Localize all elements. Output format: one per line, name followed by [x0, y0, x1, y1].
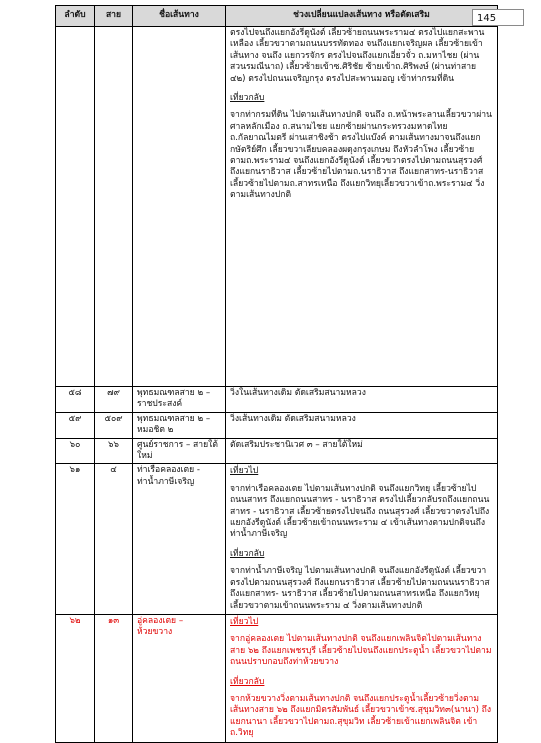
cell-line: ๖๖: [95, 438, 133, 464]
cell-no: [56, 27, 95, 387]
return-trip-text: จากห้วยขวางวิ่งตามเส้นทางปกติ จนถึงแยกประตูน้ำเลี้ยวซ้ายวิ่งตามเส้นทางสาย ๖๒ ถึงแยกมิตรสัมพันธ์ เลี้ยวขวาเข้าซ.สุขุมวิท๓(นานา) ถึงแยกนานา เลี้ยวขวาไปตามถ.สุขุมวิท เลี้ยวซ้ายเข้าแยกเพลินจิต เข้าถ.วิทยุ: [230, 693, 492, 739]
cell-line: ๕๐๙: [95, 412, 133, 438]
cell-change: ตัดเสริมประชานิเวศ ๓ – สายใต้ใหม่: [226, 438, 498, 464]
cell-route: [133, 27, 226, 387]
table-row: [56, 614, 498, 742]
cell-change: [226, 614, 498, 742]
return-trip-title: เที่ยวกลับ: [230, 676, 265, 687]
cell-change: วิ่งในเส้นทางเดิม ตัดเสริมสนามหลวง: [226, 387, 498, 413]
cell-line: ๔: [95, 464, 133, 614]
table-header-row: [56, 6, 498, 27]
page-number-field[interactable]: 145: [472, 9, 524, 26]
cell-route: ท่าเรือคลองเตย - ท่าน้ำภาษีเจริญ: [133, 464, 226, 614]
return-trip-text: จากท่ากรมที่ดิน ไปตามเส้นทางปกติ จนถึง ถ.หน้าพระลานเลี้ยวขวาผ่านศาลหลักเมือง ถ.สนามไชย แยกซ้ายผ่านกระทรวงมหาดไทย ถ.กัลยาณไมตรี ผ่านเสาชิงช้า ตรงไปแบ๊งค์ ตามเส้นทางมาจนถึงแยกกษัตริย์ศึก เลี้ยวขวาเลียบคลองผดุงกรุงเกษม ถึงหัวลำโพง เลี้ยวซ้าย ตามถ.พระราม๔ จนถึงแยกอังรีดูนังต์ เลี้ยวขวาตรงไปตามถนนสุรวงศ์ ถึงแยกนราธิวาส เลี้ยวซ้ายไปตามถ.นราธิวาส ถึงแยกสาทร-นราธิวาส เลี้ยวซ้ายไปตามถ.สาทรเหนือ ถึงแยกวิทยุเลี้ยวขวาเข้าถ.พระราม๔ วิ่งตามเส้นทางปกติ: [230, 110, 492, 201]
cell-line: ๑๓: [95, 614, 133, 742]
return-trip-title: เที่ยวกลับ: [230, 548, 265, 559]
outbound-title: เที่ยวไป: [230, 466, 259, 477]
return-trip-text: จากท่าน้ำภาษีเจริญ ไปตามเส้นทางปกติ จนถึงแยกอังรีดูนังต์ เลี้ยวขวาตรงไปตามถนนสุรวงศ์ ถึงแยกนราธิวาส เลี้ยวซ้ายไปตามถนนนราธิวาส ถึงแยกสาทร- นราธิวาส เลี้ยวซ้ายไปตามถนนสาทรเหนือ ถึงแยกวิทยุ เลี้ยวขวาตามเข้าถนนพระราม ๔ วิ่งตามเส้นทางปกติ: [230, 566, 490, 611]
cell-no: ๕๙: [56, 412, 95, 438]
route-change-table: [55, 5, 498, 743]
cell-no: ๖๑: [56, 464, 95, 614]
cell-route: ศูนย์ราชการ – สายใต้ใหม่: [133, 438, 226, 464]
table-row: [56, 387, 498, 413]
cell-line: [95, 27, 133, 387]
table-row: [56, 464, 498, 614]
cell-change: [226, 464, 498, 614]
table-row: [56, 412, 498, 438]
cell-route: พุทธมณฑลสาย ๒ –หมอชิต ๒: [133, 412, 226, 438]
cell-line: ๗๙: [95, 387, 133, 413]
cell-no: ๕๘: [56, 387, 95, 413]
cell-route: พุทธมณฑลสาย ๒ –ราชประสงค์: [133, 387, 226, 413]
cell-change: วิ่งเส้นทางเดิม ตัดเสริมสนามหลวง: [226, 412, 498, 438]
outbound-text: จากท่าเรือคลองเตย ไปตามเส้นทางปกติ จนถึงแยกวิทยุ เลี้ยวซ้ายไปถนนสาทร ถึงแยกถนนสาทร - นราธิวาส ตรงไปเลี้ยวกลับรถถึงแยกถนนสาทร - นราธิวาส เลี้ยวซ้ายตรงไปจนถึง ถนนสุรวงศ์ เลี้ยวขวาตรงไปถึงแยกอังรีดูนังต์ เลี้ยวซ้ายเข้าถนนพระราม ๔ เข้าเส้นทางตามปกติจนถึงท่าน้ำภาษีเจริญ: [230, 483, 490, 540]
header-no: ลำดับ: [56, 6, 95, 27]
cell-route: อู่คลองเตย – ห้วยขวาง: [133, 614, 226, 742]
outbound-text: จากอู่คลองเตย ไปตามเส้นทางปกติ จนถึงแยกเพลินจิตไปตามเส้นทางสาย ๖๒ ถึงแยกเพชรบุรี เลี้ยวซ้ายไปจนถึงแยกประตูน้ำ เลี้ยวขวาไปตามถนนปราบกอบถึงท่าห้วยขวาง: [230, 634, 492, 668]
header-line: สาย: [95, 6, 133, 27]
return-trip-title: เที่ยวกลับ: [230, 93, 265, 104]
table-row: [56, 27, 498, 387]
outbound-title: เที่ยวไป: [230, 616, 259, 627]
cell-no: ๖๐: [56, 438, 95, 464]
continuation-text: ตรงไปจนถึงแยกอังรีดูนังต์ เลี้ยวซ้ายถนนพระราม๔ ตรงไปแยกสะพานเหลือง เลี้ยวขวาตามถนนบรรทัดทอง จนถึงแยกเจริญผล เลี้ยวซ้ายเข้าเส้นทาง จนถึง แยกวรจักร ตรงไปจนถึงแยกเอี่ยวจั๋ว ถ.มหาไชย (ผ่านสวนรมณีนาถ) เลี้ยวซ้ายเข้าซ.ศิริชัย ซ้ายเข้าถ.ศิริพงษ์ (ผ่านท่าสาย ๔๒) ตรงไปถนนเจริญกรุง ตรงไปสะพานมอญ เข้าท่ากรมที่ดิน: [230, 28, 485, 84]
cell-change: [226, 27, 498, 387]
header-route: ชื่อเส้นทาง: [133, 6, 226, 27]
cell-no: ๖๒: [56, 614, 95, 742]
table-row: [56, 438, 498, 464]
header-change: ช่วงเปลี่ยนแปลงเส้นทาง หรือตัดเสริม: [226, 6, 498, 27]
